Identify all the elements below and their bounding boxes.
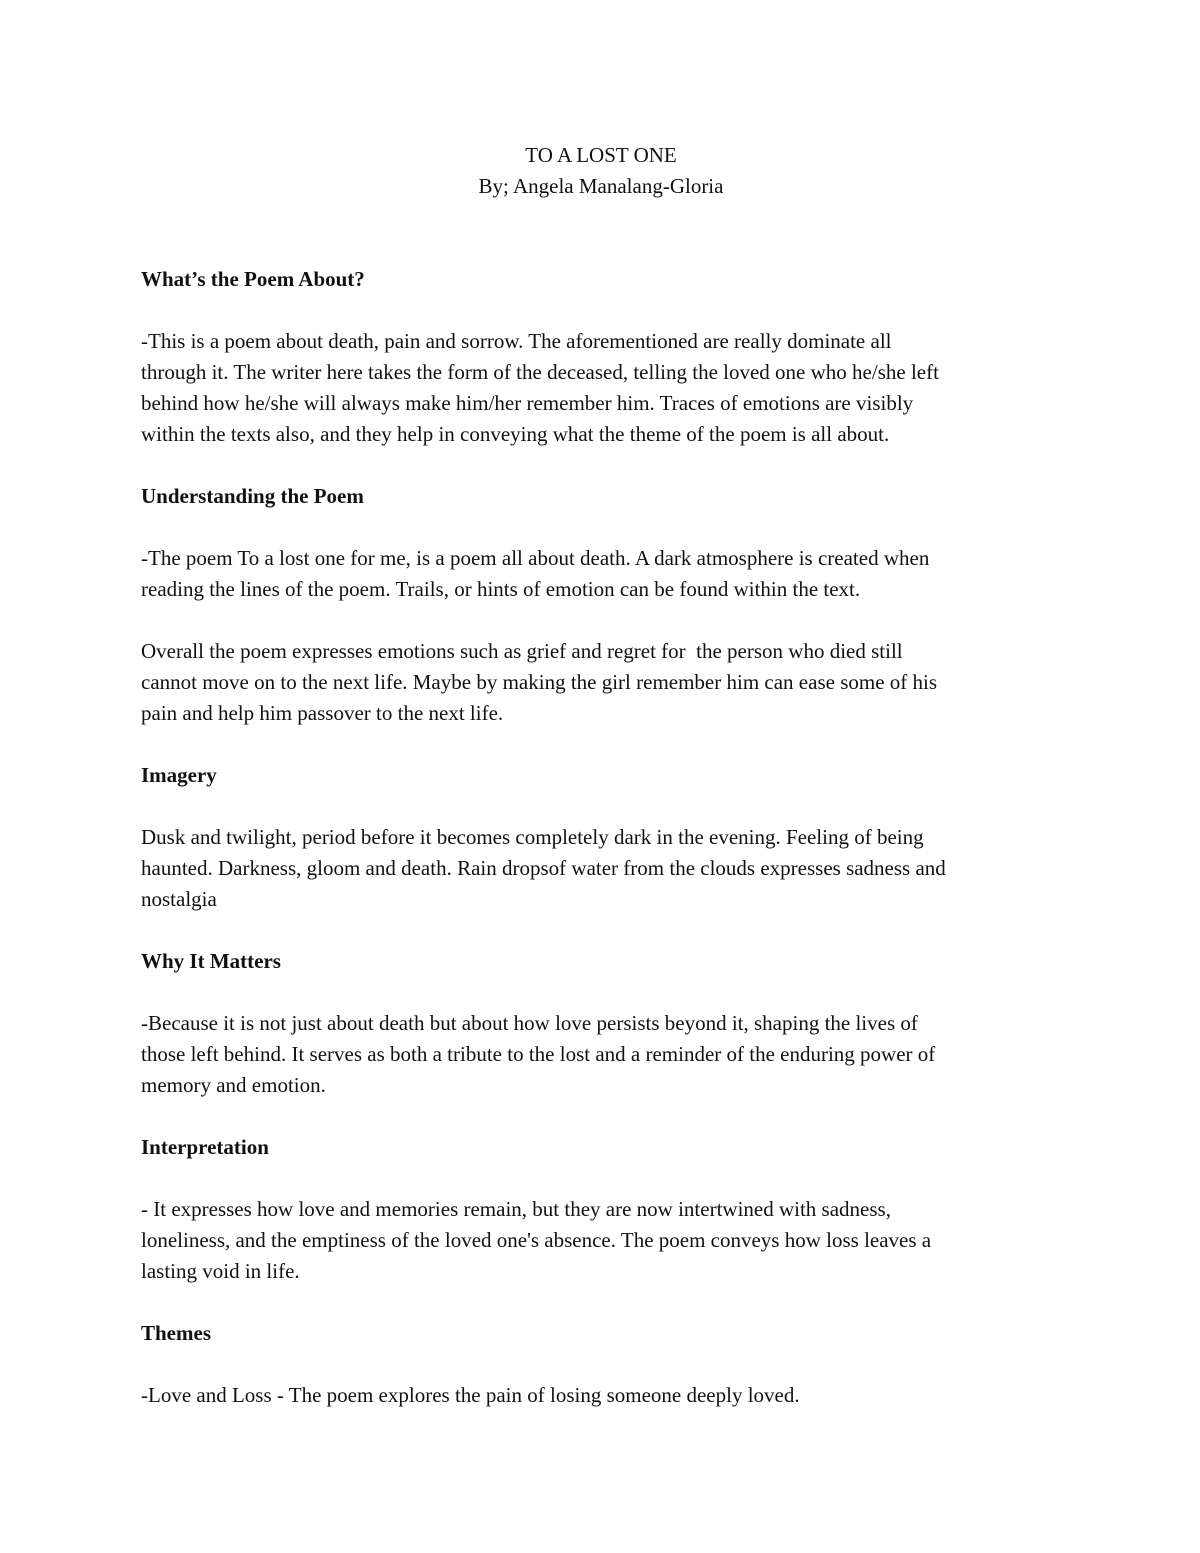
paragraph-line: nostalgia [141, 887, 217, 911]
document-title: TO A LOST ONE [525, 143, 677, 167]
paragraph-line: pain and help him passover to the next life. [141, 701, 504, 725]
section-heading: Interpretation [141, 1135, 269, 1159]
paragraph-line: Overall the poem expresses emotions such as grief and regret for the person who died still [141, 639, 903, 663]
section-paragraph [141, 636, 1061, 729]
paragraph-line: -Love and Loss - The poem explores the pain of losing someone deeply loved. [141, 1383, 800, 1407]
paragraph-line: those left behind. It serves as both a tribute to the lost and a reminder of the enduring power of [141, 1042, 936, 1066]
title-block [141, 140, 1061, 202]
paragraph-line: -This is a poem about death, pain and sorrow. The aforementioned are really dominate all [141, 329, 892, 353]
section-heading: Understanding the Poem [141, 484, 364, 508]
paragraph-line: within the texts also, and they help in conveying what the theme of the poem is all about. [141, 422, 890, 446]
paragraph-line: cannot move on to the next life. Maybe by making the girl remember him can ease some of his [141, 670, 938, 694]
paragraph-line: memory and emotion. [141, 1073, 326, 1097]
section-paragraph [141, 1194, 1061, 1287]
paragraph-line: loneliness, and the emptiness of the loved one's absence. The poem conveys how loss leaves a [141, 1228, 932, 1252]
paragraph-line: reading the lines of the poem. Trails, or hints of emotion can be found within the text. [141, 577, 861, 601]
section-paragraph [141, 326, 1061, 450]
document-byline: By; Angela Manalang-Gloria [478, 174, 724, 198]
paragraph-line: through it. The writer here takes the form of the deceased, telling the loved one who he/she left [141, 360, 939, 384]
section-heading: Themes [141, 1321, 211, 1345]
paragraph-line: haunted. Darkness, gloom and death. Rain dropsof water from the clouds expresses sadness and [141, 856, 946, 880]
paragraph-line: behind how he/she will always make him/her remember him. Traces of emotions are visibly [141, 391, 914, 415]
paragraph-line: -Because it is not just about death but about how love persists beyond it, shaping the lives of [141, 1011, 918, 1035]
paragraph-line: -The poem To a lost one for me, is a poem all about death. A dark atmosphere is created when [141, 546, 930, 570]
document-page [141, 140, 1061, 1411]
paragraph-line: lasting void in life. [141, 1259, 300, 1283]
section-paragraph [141, 1380, 1061, 1411]
section-paragraph [141, 543, 1061, 605]
section-heading: Imagery [141, 763, 217, 787]
section-paragraph [141, 1008, 1061, 1101]
paragraph-line: Dusk and twilight, period before it becomes completely dark in the evening. Feeling of being [141, 825, 924, 849]
document-body [141, 264, 1061, 1411]
paragraph-line: - It expresses how love and memories remain, but they are now intertwined with sadness, [141, 1197, 891, 1221]
section-paragraph [141, 822, 1061, 915]
section-heading: What’s the Poem About? [141, 267, 365, 291]
section-heading: Why It Matters [141, 949, 281, 973]
